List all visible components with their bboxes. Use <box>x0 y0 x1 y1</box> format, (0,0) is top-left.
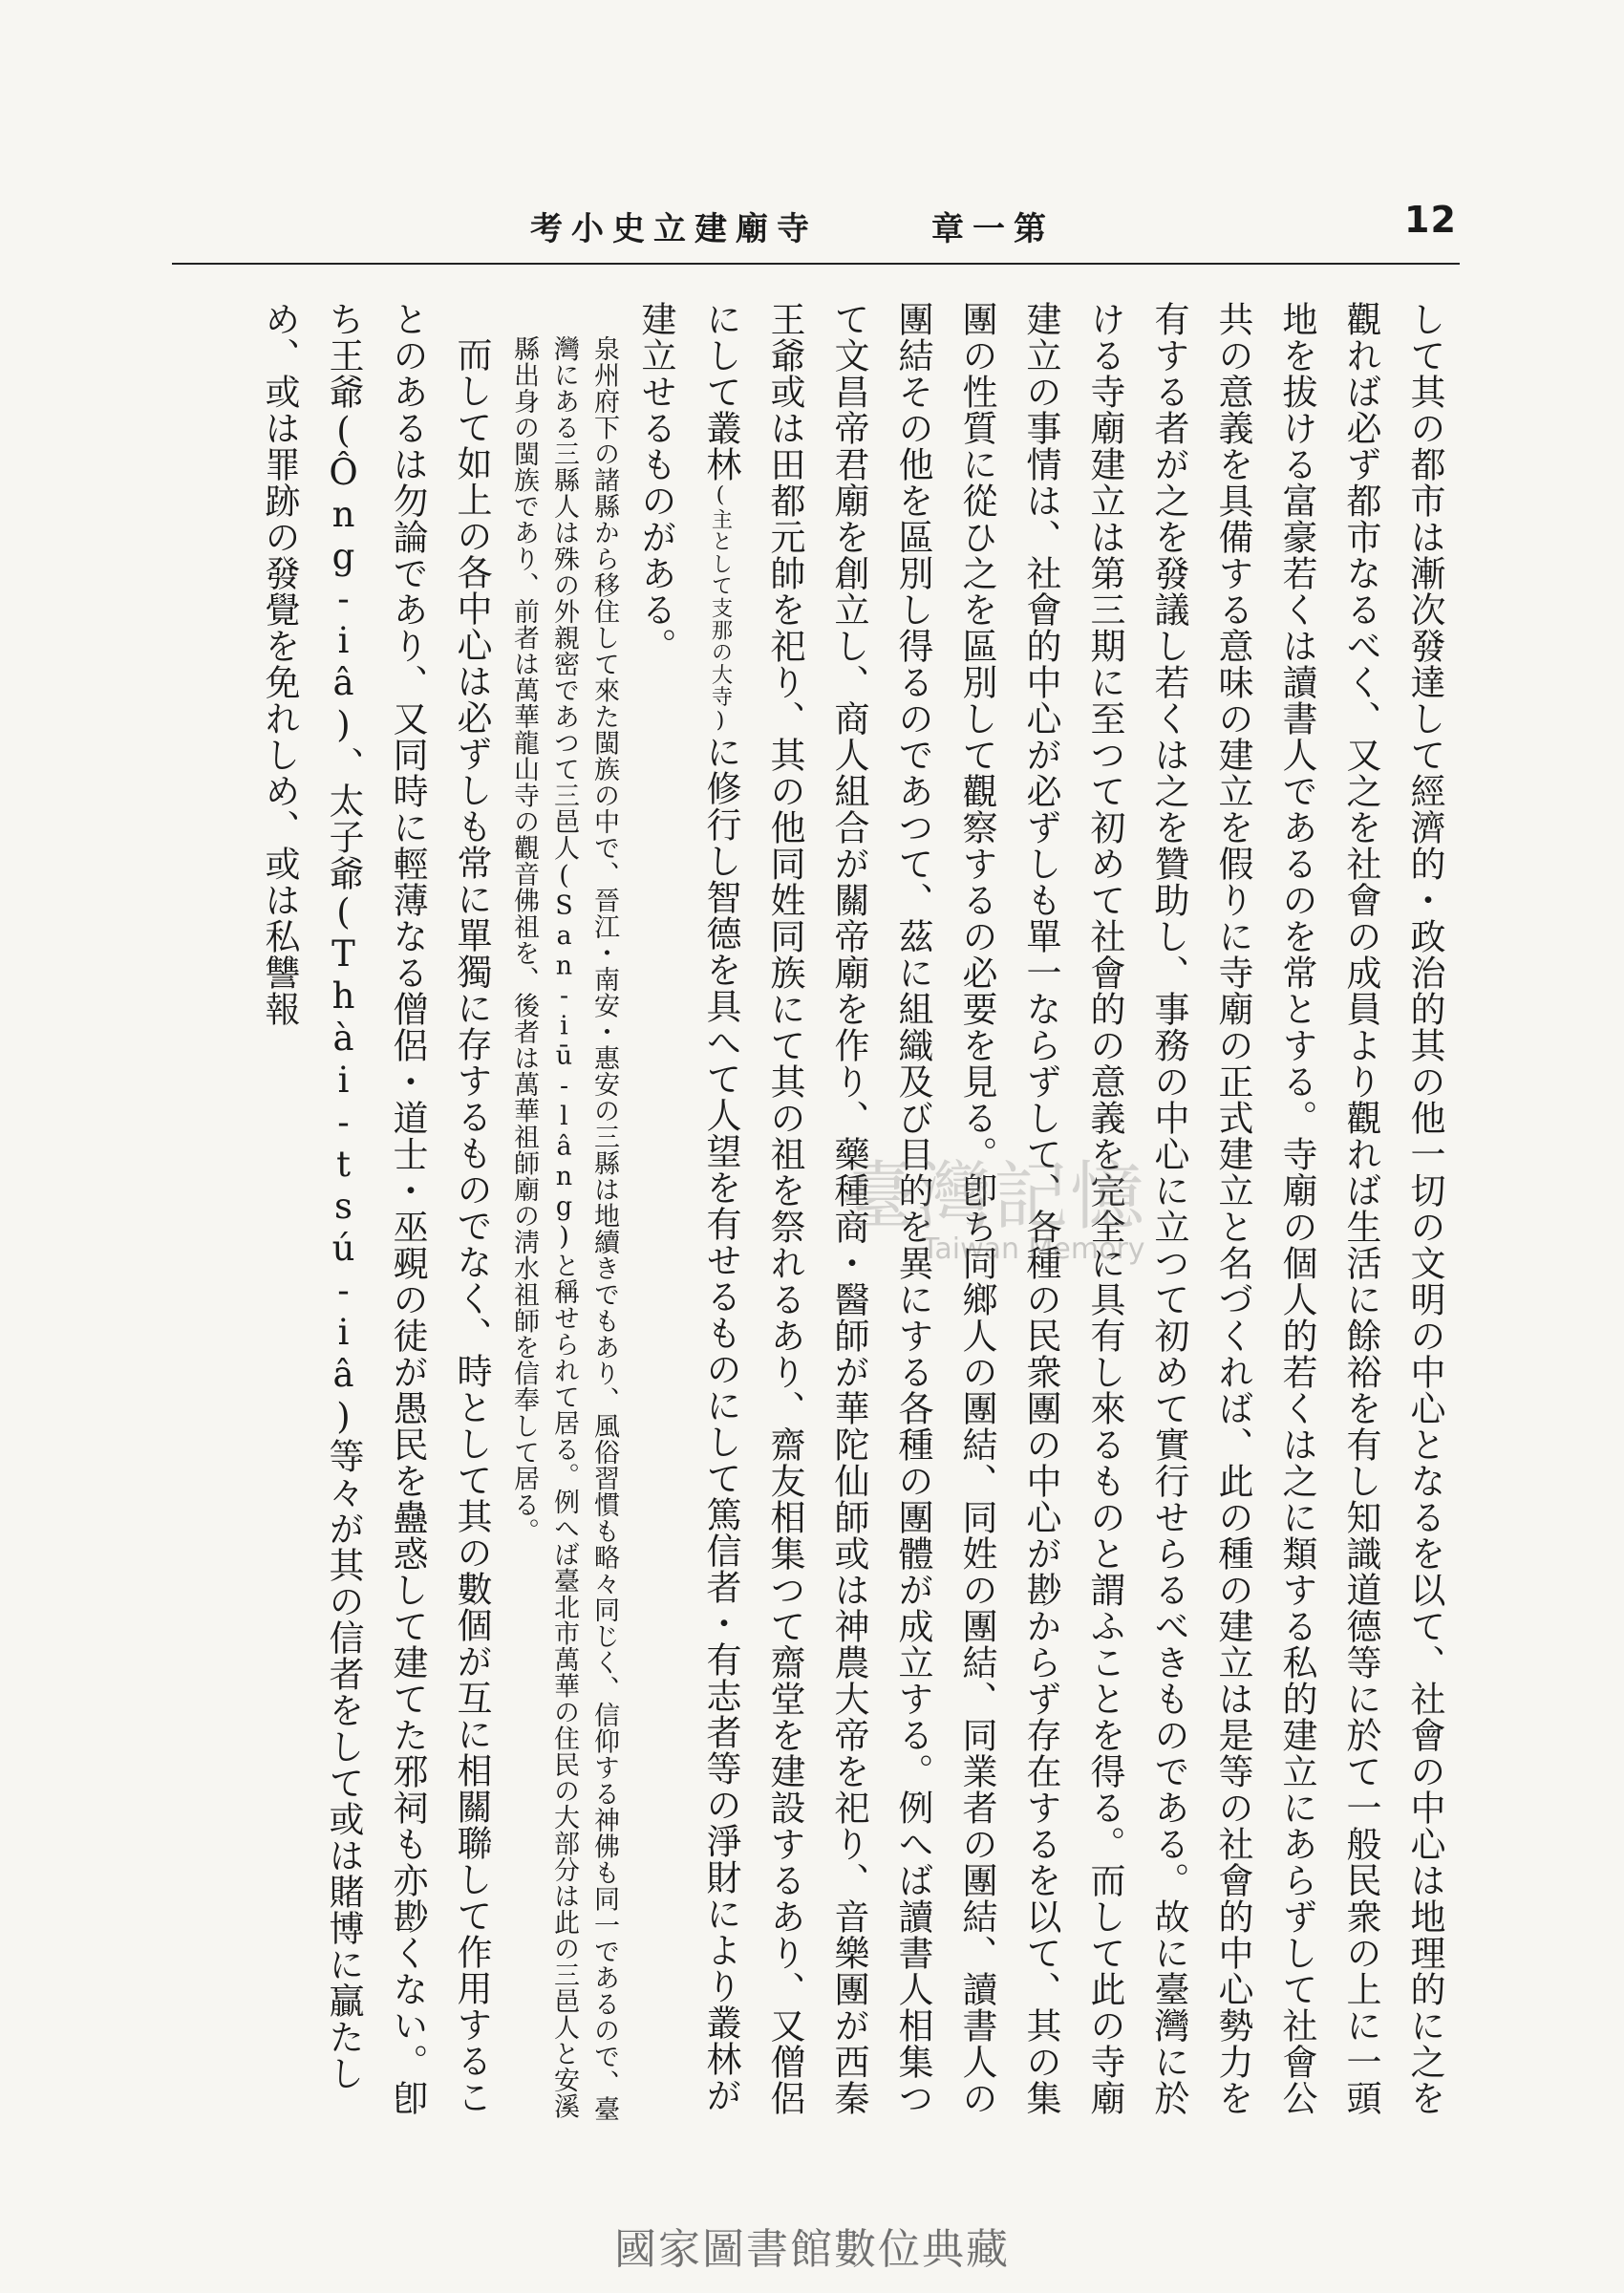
header-rule <box>172 263 1460 265</box>
footnote: 泉州府下の諸縣から移住して來た閩族の中で、晉江・南安・惠安の三縣は地續きでもあり、風俗習慣も略々同じく、信仰する神佛も同一であるので、臺灣にある三縣人は殊の外親密であつて三邑人(San-iū-lâng)と稱せられて居る。例へば臺北市萬華の住民の大部分は此の三邑人と安溪縣出身の閩族であり、前者は萬華龍山寺の觀音佛祖を、後者は萬華祖師廟の淸水祖師を信奉して居る。 <box>509 335 619 2122</box>
watermark-title: 臺灣記憶 <box>841 1154 1147 1240</box>
running-chapter-title-text: 章一第 <box>931 210 1055 248</box>
page-number: 12 <box>1404 199 1457 241</box>
paragraph-1d-text: に修行し智德を具へて人望を有せるものにして篤信者・有志者等の淨財により叢林が建立せるものがある。 <box>635 301 741 2113</box>
source-footer: 國家圖書館數位典藏 <box>614 2225 1010 2274</box>
watermark-subtitle: Taiwan Memory <box>922 1232 1145 1266</box>
taiwan-memory-watermark <box>831 1137 1146 1280</box>
running-book-title-text: 考小史立建廟寺 <box>530 210 818 248</box>
running-book-title <box>530 203 818 249</box>
paragraph-1-text: して其の都市は漸次發達して經濟的・政治的其の他一切の文明の中心となるを以て、社會の中心は地理的に之を觀れば必ず都市なるべく、又之を社會の成員より觀れば生活に餘裕を有し知識道德等に於て一般民衆の上に一頭地を拔ける富豪若くは讀書人であるのを常とする。 <box>1276 301 1445 2116</box>
paragraph-2: 而して如上の各中心は必ずしも常に單獨に存するものでなく、時として其の數個が互に相關聯して作用することのあるは勿論であり、又同時に輕薄なる僧侶・道士・巫覡の徒が愚民を蠱惑して建てた邪祠も亦尠くない。卽ち王爺(Ông-iâ)、太子爺(Thài-tsú-iâ)等々が其の信者をして或は賭博に贏たしめ、或は罪跡の發覺を免れしめ、或は私讐報 <box>259 301 492 2116</box>
paragraph-1b-text: 寺廟の個人的若くは之に類する私的建立にあらずして社會公共の意義を具備する意味の建立を假りに寺廟の正式建立と名づくれば、此の種の建立は是等の社會的中心勢力を有する者が之を發議し若くは之を贊助し、事務の中心に立つて初めて實行せらるべきものである。故に臺灣に於ける寺廟建立は第三期に至つて初めて社會的の意義を完全に具有し來るものと謂ふことを得る。 <box>1084 301 1317 2116</box>
paragraph-1c-text: 而して此の寺廟建立の事情は、社會的中心が必ずしも單一ならずして、各種の民衆團の中心が尠からず存在するを以て、其の集團の性質に從ひ之を區別して觀察するの必要を見る。卽ち同鄉人の團結、同姓の團結、同業者の團結、讀書人の團結その他を區別し得るのであつて、茲に組織及び目的を異にする各種の團體が成立する。例へば讀書人相集つて文昌帝君廟を創立し、商人組合が關帝廟を作り、藥種商・醫師が華陀仙師或は神農大帝を祀り、音樂團が西秦王爺或は田都元帥を祀り、其の他同姓同族にて其の祖を祭れるあり、齋友相集つて齋堂を建設するあり、又僧侶にして叢林 <box>700 301 1125 2116</box>
paragraph-1c-note: (主として支那の大寺) <box>708 482 733 734</box>
running-chapter-title <box>931 203 1055 249</box>
vertical-body-text <box>167 301 1457 2140</box>
